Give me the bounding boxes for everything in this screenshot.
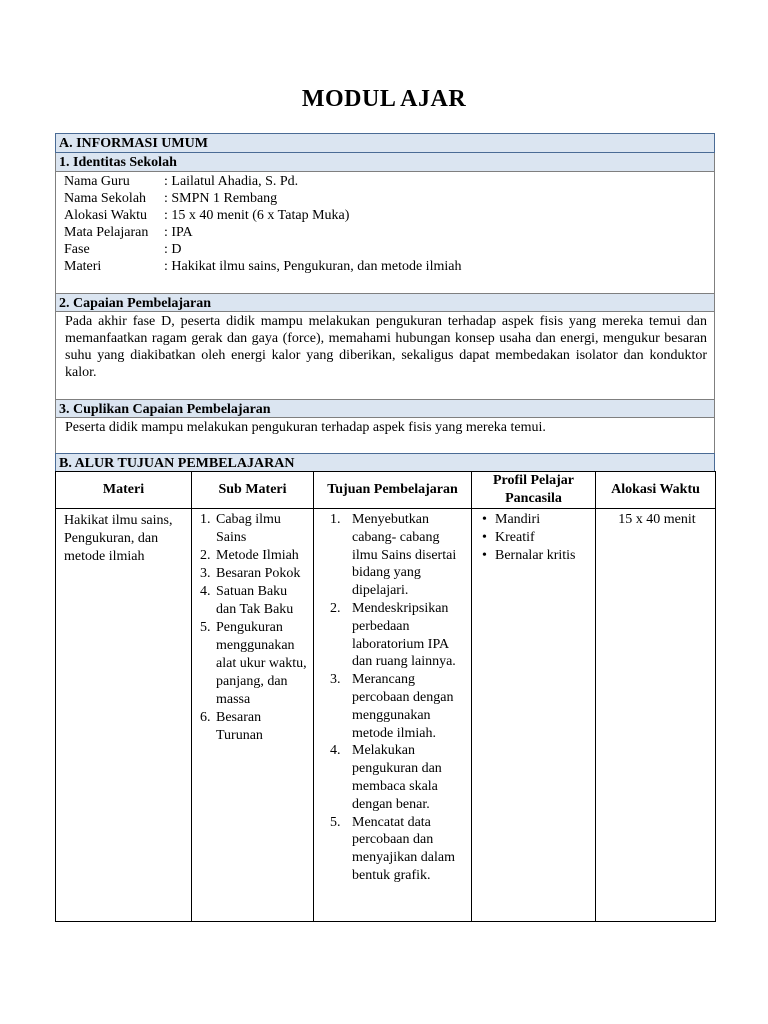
tujuan-cell (314, 509, 472, 922)
section-b-heading: B. ALUR TUJUAN PEMBELAJARAN (55, 453, 715, 472)
table-row (56, 509, 716, 922)
section-a-heading: A. INFORMASI UMUM (55, 133, 715, 153)
list-item: 1. Cabag ilmu Sains (214, 511, 310, 547)
column-header: Alokasi Waktu (596, 472, 716, 509)
identity-label: Fase (64, 242, 90, 257)
column-header: Tujuan Pembelajaran (314, 472, 472, 509)
identity-value: : Hakikat ilmu sains, Pengukuran, dan metode ilmiah (164, 259, 462, 274)
identity-label: Nama Sekolah (64, 191, 147, 206)
list-item: 4. Satuan Baku dan Tak Baku (214, 583, 310, 619)
list-item: 2. Metode Ilmiah (214, 547, 310, 565)
identity-label: Mata Pelajaran (64, 225, 149, 240)
cuplikan-text: Peserta didik mampu melakukan pengukuran terhadap aspek fisis yang mereka temui. (65, 420, 546, 435)
identity-value: : SMPN 1 Rembang (164, 191, 278, 206)
identity-label: Materi (64, 259, 102, 274)
identity-row (64, 258, 714, 275)
list-item: • Mandiri (482, 511, 592, 529)
table-header-row (56, 472, 716, 509)
identitas-heading: 1. Identitas Sekolah (55, 153, 715, 172)
identity-row (64, 173, 714, 190)
identity-row (64, 241, 714, 258)
list-item: 5. Pengukuran menggunakan alat ukur waktu, panjang, dan massa (214, 619, 310, 709)
column-header: Sub Materi (192, 472, 314, 509)
document-title: MODUL AJAR (301, 86, 467, 112)
identity-row (64, 190, 714, 207)
alokasi-cell: 15 x 40 menit (596, 509, 716, 922)
identity-row (64, 224, 714, 241)
capaian-heading: 2. Capaian Pembelajaran (55, 293, 715, 312)
sub-materi-list (196, 511, 310, 745)
identity-value: : D (164, 242, 182, 257)
materi-cell: Hakikat ilmu sains, Pengukuran, dan metode ilmiah (56, 509, 192, 922)
informasi-umum-section (55, 133, 715, 472)
identity-label: Nama Guru (64, 174, 130, 189)
cuplikan-heading: 3. Cuplikan Capaian Pembelajaran (55, 399, 715, 418)
capaian-box (55, 312, 715, 399)
identity-value: : Lailatul Ahadia, S. Pd. (164, 174, 299, 189)
column-header: Profil Pelajar Pancasila (472, 472, 596, 509)
sub-materi-cell (192, 509, 314, 922)
profil-list (478, 511, 592, 565)
list-item: 3. Besaran Pokok (214, 565, 310, 583)
profil-cell (472, 509, 596, 922)
list-item: • Bernalar kritis (482, 547, 592, 565)
list-item: 4. Melakukan pengukuran dan membaca skala dengan benar. (344, 742, 468, 813)
identity-value: : 15 x 40 menit (6 x Tatap Muka) (164, 208, 350, 223)
cuplikan-box (55, 418, 715, 453)
column-header: Materi (56, 472, 192, 509)
list-item: 6. Besaran Turunan (214, 709, 310, 745)
tujuan-list (317, 511, 468, 885)
identity-value: : IPA (164, 225, 193, 240)
identitas-box (55, 172, 715, 293)
list-item: 2. Mendeskripsikan perbedaan laboratorium IPA dan ruang lainnya. (344, 600, 468, 671)
list-item: • Kreatif (482, 529, 592, 547)
alur-tujuan-table (55, 471, 716, 922)
capaian-text: Pada akhir fase D, peserta didik mampu melakukan pengukuran terhadap aspek fisis yang mereka temui dan memanfaatkan ragam gerak dan gaya (force), memahami hubungan konsep usaha dan energi, mengukur besaran suhu yang diakibatkan oleh energi kalor yang diberikan, sekaligus dapat membedakan isolator dan konduktor kalor. (65, 314, 707, 380)
list-item: 5. Mencatat data percobaan dan menyajikan dalam bentuk grafik. (344, 814, 468, 885)
identity-label: Alokasi Waktu (64, 208, 147, 223)
identity-row (64, 207, 714, 224)
list-item: 3. Merancang percobaan dengan menggunakan metode ilmiah. (344, 671, 468, 742)
list-item: 1. Menyebutkan cabang- cabang ilmu Sains disertai bidang yang dipelajari. (344, 511, 468, 600)
